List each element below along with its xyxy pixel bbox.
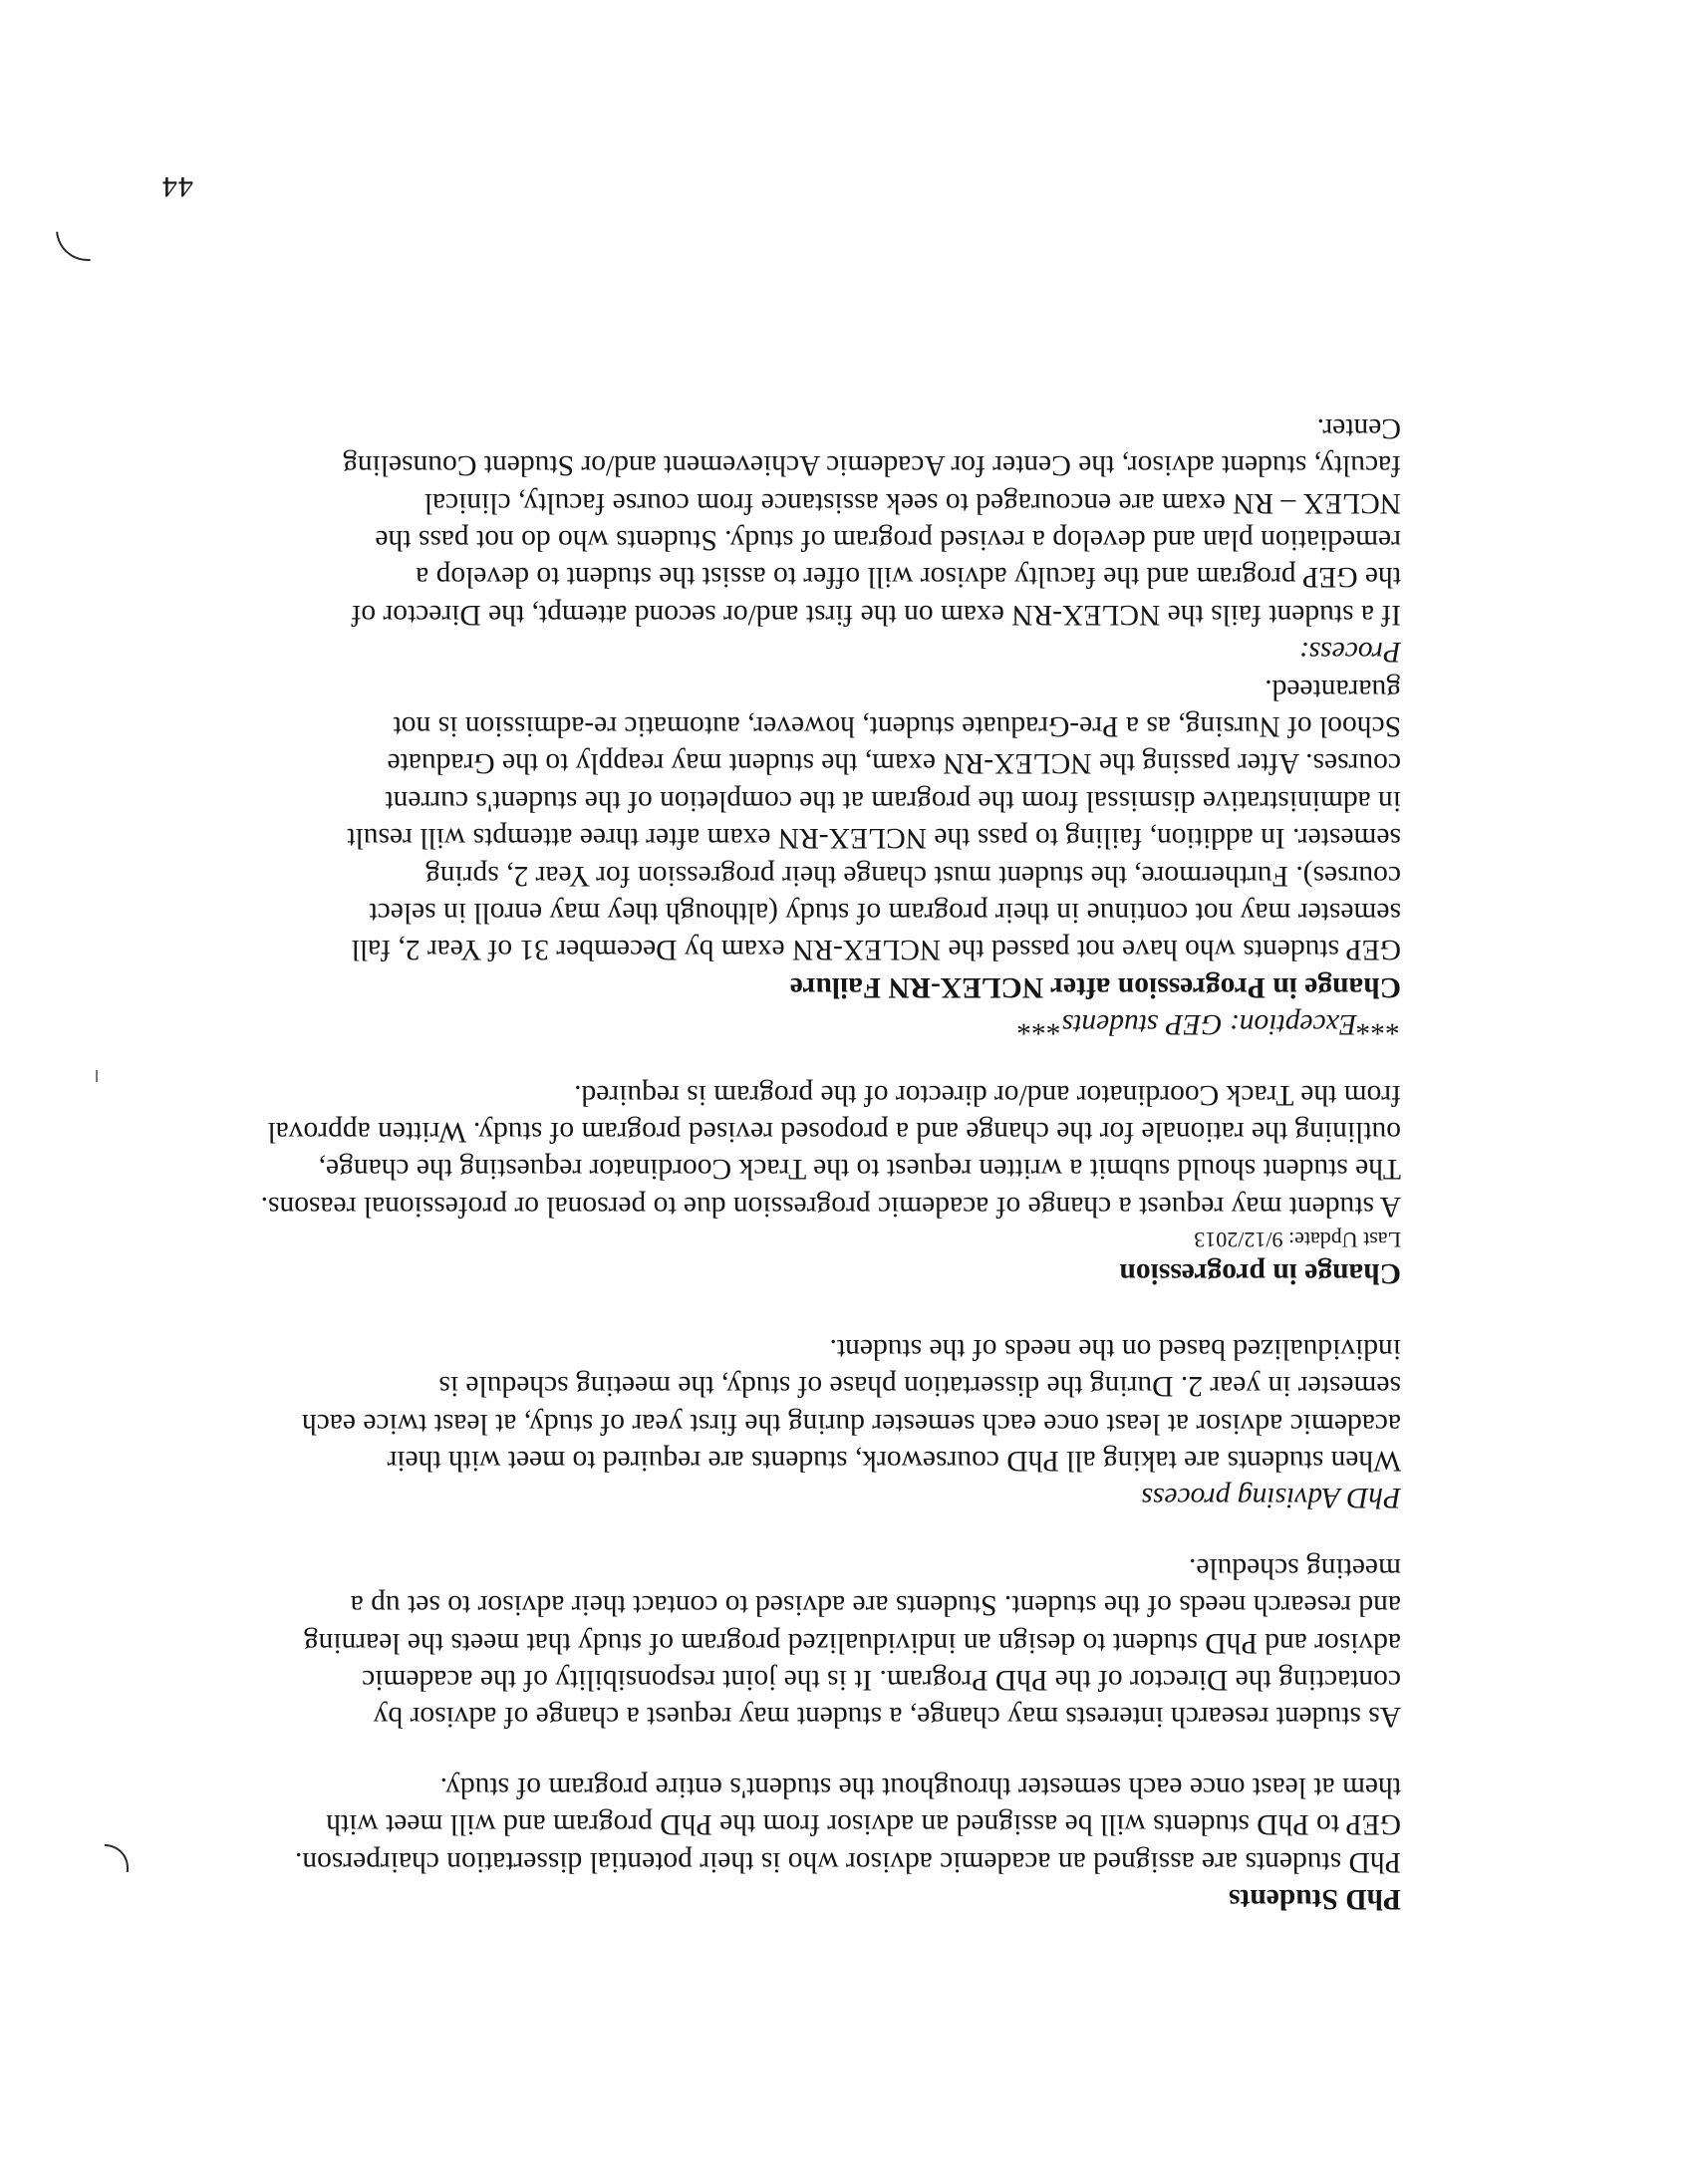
paragraph-line: and research needs of the student. Students are advised to contact their advisor to set up a bbox=[350, 1589, 1401, 1622]
paragraph-line: courses). Furthermore, the student must change their progression for Year 2, spring bbox=[424, 859, 1401, 892]
paragraph-line: Center. bbox=[1316, 411, 1401, 444]
paragraph-line: semester. In addition, failing to pass the NCLEX-RN exam after three attempts will result bbox=[347, 822, 1401, 855]
advising-process-title: PhD Advising process bbox=[1141, 1482, 1401, 1514]
paragraph-line: them at least once each semester throughout the student's entire program of study. bbox=[439, 1771, 1401, 1803]
paragraph-line: the GEP program and the faculty advisor will offer to assist the student to develop a bbox=[416, 561, 1401, 594]
paragraph-line: remediation plan and develop a revised program of study. Students who do not pass the bbox=[375, 524, 1401, 556]
paragraph-line: contacting the Director of the PhD Program. It is the joint responsibility of the academic bbox=[362, 1663, 1401, 1696]
paragraph-line: individualized based on the needs of the student. bbox=[829, 1332, 1401, 1365]
advising-process-section bbox=[265, 1329, 1401, 1515]
paragraph-line: advisor and PhD student to design an individualized program of study that meets the learning bbox=[303, 1626, 1401, 1659]
change-in-progression-heading: Change in progression bbox=[1119, 1257, 1401, 1290]
page-content bbox=[260, 409, 1401, 1917]
paragraph-line: The student should submit a written request to the Track Coordinator requesting the change, bbox=[318, 1153, 1401, 1186]
change-in-progression-section bbox=[260, 1005, 1401, 1291]
paragraph-line: faculty, student advisor, the Center for Academic Achievement and/or Student Counseling bbox=[343, 449, 1401, 482]
nclex-failure-heading: Change in Progression after NCLEX-RN Failure bbox=[789, 970, 1401, 1003]
paragraph-line: semester in year 2. During the dissertation phase of study, the meeting schedule is bbox=[438, 1370, 1401, 1403]
paragraph-line: PhD students are assigned an academic advisor who is their potential dissertation chairperson. bbox=[294, 1845, 1401, 1878]
paragraph-line: A student may request a change of academic progression due to personal or professional reasons. bbox=[260, 1190, 1401, 1223]
paragraph-line: GEP students who have not passed the NCLEX-RN exam by December 31 of Year 2, fall bbox=[351, 934, 1401, 966]
exception-note: ***Exception: GEP students*** bbox=[1017, 1008, 1401, 1041]
hole-punch-mark bbox=[43, 184, 133, 274]
paragraph-line: GEP to PhD students will be assigned an advisor from the PhD program and will meet with bbox=[326, 1808, 1401, 1841]
hole-punch-mark bbox=[57, 1832, 141, 1915]
paragraph-line: meeting schedule. bbox=[1189, 1551, 1401, 1584]
paragraph-line: If a student fails the NCLEX-RN exam on the first and/or second attempt, the Director of bbox=[351, 598, 1401, 631]
nclex-failure-section bbox=[265, 409, 1401, 1005]
paragraph-line: As student research interests may change, a student may request a change of advisor by bbox=[373, 1701, 1401, 1734]
paragraph-line: in administrative dismissal from the program at the completion of the student's current bbox=[385, 784, 1401, 817]
page-number: 44 bbox=[161, 170, 193, 203]
process-label: Process: bbox=[1298, 636, 1401, 669]
scan-speck bbox=[96, 1070, 98, 1082]
paragraph-line: courses. After passing the NCLEX-RN exam, the student may reapply to the Graduate bbox=[387, 747, 1401, 780]
paragraph-line: NCLEX – RN exam are encouraged to seek assistance from course faculty, clinical bbox=[423, 486, 1401, 519]
phd-students-heading: PhD Students bbox=[1229, 1883, 1401, 1915]
paragraph-line: outlining the rationale for the change and a proposed revised program of study. Written approval bbox=[267, 1116, 1401, 1149]
paragraph-line: School of Nursing, as a Pre-Graduate student, however, automatic re-admission is not bbox=[393, 710, 1401, 743]
last-update-note: Last Update: 9/12/2013 bbox=[1194, 1227, 1401, 1252]
paragraph-line: from the Track Coordinator and/or director of the program is required. bbox=[574, 1078, 1401, 1111]
paragraph-line: academic advisor at least once each semester during the first year of study, at least twice each bbox=[301, 1407, 1401, 1440]
paragraph-line: When students are taking all PhD coursework, students are required to meet with their bbox=[387, 1444, 1401, 1477]
paragraph-line: semester may not continue in their program of study (although they may enroll in select bbox=[369, 897, 1401, 930]
phd-students-section bbox=[265, 1548, 1401, 1917]
paragraph-line: guaranteed. bbox=[1265, 673, 1401, 705]
